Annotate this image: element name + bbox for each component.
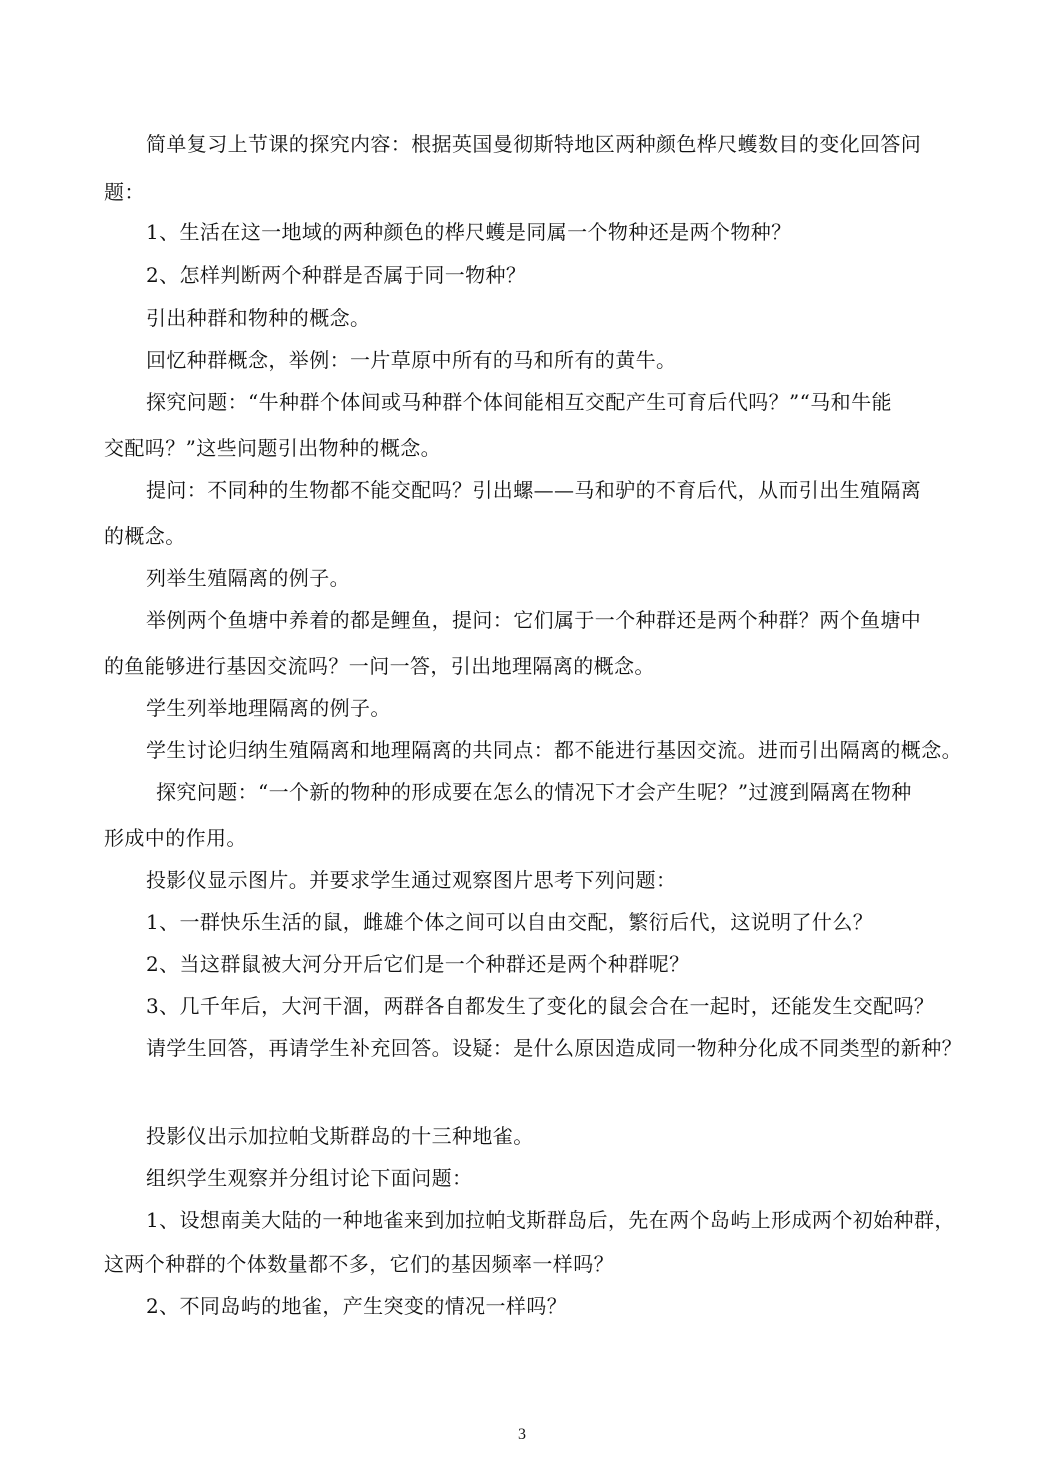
text-line: 的鱼能够进行基因交流吗？一问一答，引出地理隔离的概念。 bbox=[104, 654, 655, 678]
text-line: 2、不同岛屿的地雀，产生突变的情况一样吗？ bbox=[146, 1294, 568, 1318]
text-line: 的概念。 bbox=[104, 524, 186, 548]
page-number: 3 bbox=[518, 1426, 526, 1443]
text-line: 3、几千年后，大河干涸，两群各自都发生了变化的鼠会合在一起时，还能发生交配吗？ bbox=[146, 994, 935, 1018]
text-line: 探究问题：“牛种群个体间或马种群个体间能相互交配产生可育后代吗？”“马和牛能 bbox=[146, 390, 892, 414]
text-line: 1、生活在这一地域的两种颜色的桦尺蠖是同属一个物种还是两个物种？ bbox=[146, 220, 792, 244]
text-line: 投影仪显示图片。并要求学生通过观察图片思考下列问题： bbox=[146, 868, 677, 892]
text-line: 题： bbox=[104, 180, 145, 204]
text-line: 探究问题：“一个新的物种的形成要在怎么的情况下才会产生呢？”过渡到隔离在物种 bbox=[156, 780, 912, 804]
text-line: 提问：不同种的生物都不能交配吗？引出螺——马和驴的不育后代，从而引出生殖隔离 bbox=[146, 478, 922, 502]
text-line: 1、设想南美大陆的一种地雀来到加拉帕戈斯群岛后，先在两个岛屿上形成两个初始种群， bbox=[146, 1208, 955, 1232]
text-line: 2、怎样判断两个种群是否属于同一物种？ bbox=[146, 263, 527, 287]
text-line: 2、当这群鼠被大河分开后它们是一个种群还是两个种群呢？ bbox=[146, 952, 690, 976]
text-line: 投影仪出示加拉帕戈斯群岛的十三种地雀。 bbox=[146, 1124, 534, 1148]
text-line: 请学生回答，再请学生补充回答。设疑：是什么原因造成同一物种分化成不同类型的新种？ bbox=[146, 1036, 962, 1060]
text-line: 学生讨论归纳生殖隔离和地理隔离的共同点：都不能进行基因交流。进而引出隔离的概念。 bbox=[146, 738, 962, 762]
text-line: 举例两个鱼塘中养着的都是鲤鱼，提问：它们属于一个种群还是两个种群？两个鱼塘中 bbox=[146, 608, 922, 632]
text-line: 简单复习上节课的探究内容：根据英国曼彻斯特地区两种颜色桦尺蠖数目的变化回答问 bbox=[146, 132, 922, 156]
text-line: 学生列举地理隔离的例子。 bbox=[146, 696, 391, 720]
text-line: 组织学生观察并分组讨论下面问题： bbox=[146, 1166, 473, 1190]
text-line: 引出种群和物种的概念。 bbox=[146, 306, 371, 330]
text-line: 1、一群快乐生活的鼠，雌雄个体之间可以自由交配，繁衍后代，这说明了什么？ bbox=[146, 910, 874, 934]
text-line: 交配吗？”这些问题引出物种的概念。 bbox=[104, 436, 442, 460]
text-line: 列举生殖隔离的例子。 bbox=[146, 566, 350, 590]
text-line: 这两个种群的个体数量都不多，它们的基因频率一样吗？ bbox=[104, 1252, 614, 1276]
text-line: 形成中的作用。 bbox=[104, 826, 247, 850]
text-line: 回忆种群概念，举例：一片草原中所有的马和所有的黄牛。 bbox=[146, 348, 677, 372]
